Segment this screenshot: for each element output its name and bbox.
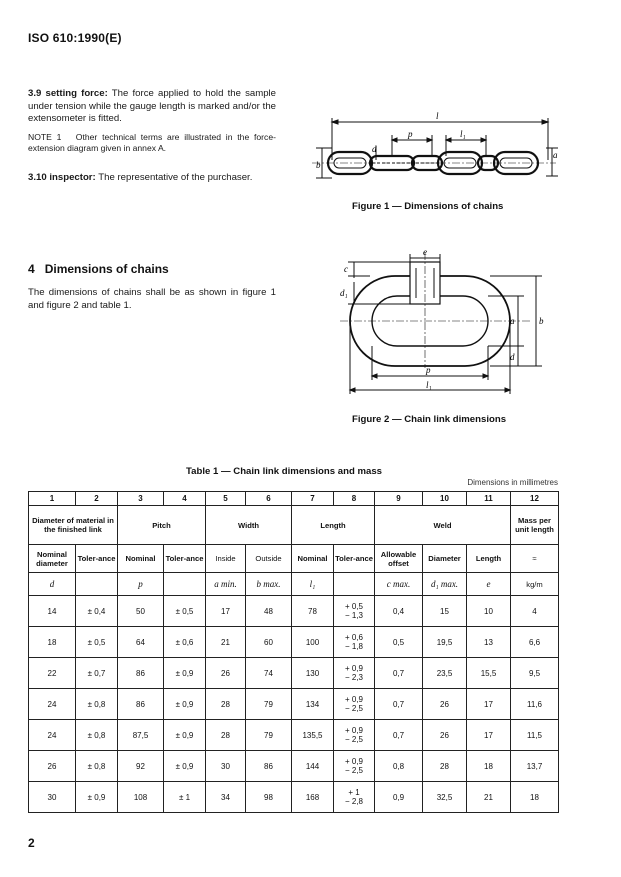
sym-c-max: c max. [375, 573, 423, 596]
cell-a: 30 [206, 751, 246, 782]
cell-p: 87,5 [118, 720, 164, 751]
cell-p: 92 [118, 751, 164, 782]
fig2-label-c: c [344, 264, 348, 274]
sym-empty [76, 573, 118, 596]
header-width: Width [206, 506, 292, 545]
cell-d-tol: ± 0,8 [76, 720, 118, 751]
col-num: 12 [511, 492, 559, 506]
section-4-text: The dimensions of chains shall be as shown in figure 1 and figure 2 and table 1. [28, 287, 276, 311]
sub-tolerance-p: Toler-ance [164, 545, 206, 573]
cell-d1: 28 [423, 751, 467, 782]
cell-mass: 6,6 [511, 627, 559, 658]
cell-b: 48 [246, 596, 292, 627]
table-row [29, 720, 559, 751]
cell-l1: 135,5 [292, 720, 334, 751]
fig1-label-a: a [553, 150, 558, 160]
cell-mass: 11,6 [511, 689, 559, 720]
col-num: 7 [292, 492, 334, 506]
fig1-label-l1: l₁ [460, 129, 466, 139]
cell-length-tolerance [334, 627, 375, 658]
col-num: 6 [246, 492, 292, 506]
sym-unit: kg/m [511, 573, 559, 596]
cell-a: 28 [206, 720, 246, 751]
cell-p: 108 [118, 782, 164, 813]
fig1-label-l: l [436, 112, 439, 121]
table-symbols [29, 573, 559, 596]
tol-upper: + 0,9 [344, 663, 363, 673]
table-row [29, 627, 559, 658]
cell-d1: 23,5 [423, 658, 467, 689]
cell-p: 86 [118, 689, 164, 720]
col-num: 1 [29, 492, 76, 506]
tol-lower: − 1,8 [344, 642, 363, 651]
tol-upper: + 0,9 [344, 694, 363, 704]
col-num: 2 [76, 492, 118, 506]
cell-b: 60 [246, 627, 292, 658]
header-length: Length [292, 506, 375, 545]
figure-2-caption: Figure 2 — Chain link dimensions [352, 414, 507, 425]
figure-1-chain-drawing [308, 112, 558, 198]
sym-p: p [118, 573, 164, 596]
cell-c: 0,7 [375, 658, 423, 689]
cell-b: 79 [246, 689, 292, 720]
col-num: 8 [334, 492, 375, 506]
note-1-label: NOTE 1 [28, 132, 62, 142]
cell-mass: 4 [511, 596, 559, 627]
table-row [29, 658, 559, 689]
header-diameter: Diameter of material in the finished link [29, 506, 118, 545]
sym-a-min: a min. [206, 573, 246, 596]
cell-d: 24 [29, 689, 76, 720]
cell-b: 74 [246, 658, 292, 689]
cell-l1: 130 [292, 658, 334, 689]
sub-nominal-p: Nominal [118, 545, 164, 573]
header-weld: Weld [375, 506, 511, 545]
tol-upper: + 0,6 [344, 632, 363, 642]
cell-c: 0,9 [375, 782, 423, 813]
cell-p-tol: ± 0,5 [164, 596, 206, 627]
cell-length-tolerance [334, 720, 375, 751]
fig1-label-b: b [316, 160, 321, 170]
fig2-label-a: a [510, 316, 515, 326]
cell-d1: 26 [423, 689, 467, 720]
cell-d: 22 [29, 658, 76, 689]
section-4-title: Dimensions of chains [44, 262, 169, 276]
tol-upper: + 0,9 [344, 756, 363, 766]
cell-a: 17 [206, 596, 246, 627]
cell-d-tol: ± 0,8 [76, 689, 118, 720]
cell-c: 0,7 [375, 720, 423, 751]
table-row [29, 596, 559, 627]
table-group-headers [29, 506, 559, 545]
cell-d1: 15 [423, 596, 467, 627]
col-num: 5 [206, 492, 246, 506]
tol-upper: + 1 [348, 787, 360, 797]
cell-e: 21 [467, 782, 511, 813]
sub-weld-diameter: Diameter [423, 545, 467, 573]
cell-b: 98 [246, 782, 292, 813]
sub-outside: Outside [246, 545, 292, 573]
sub-tolerance-l: Toler-ance [334, 545, 375, 573]
sym-e: e [467, 573, 511, 596]
figure-2-link-drawing [330, 248, 556, 400]
cell-b: 86 [246, 751, 292, 782]
cell-length-tolerance [334, 751, 375, 782]
sub-inside: Inside [206, 545, 246, 573]
cell-l1: 100 [292, 627, 334, 658]
sub-allowable-offset: Allowable offset [375, 545, 423, 573]
col-num: 9 [375, 492, 423, 506]
clause-3-10-number: 3.10 [28, 172, 47, 183]
fig1-label-p: p [408, 129, 413, 139]
table-row [29, 689, 559, 720]
table-1 [28, 491, 559, 813]
cell-c: 0,7 [375, 689, 423, 720]
cell-d: 14 [29, 596, 76, 627]
page-number: 2 [28, 836, 35, 850]
tol-lower: − 2,8 [344, 797, 363, 806]
cell-mass: 11,5 [511, 720, 559, 751]
clause-3-10-term: inspector: [49, 172, 96, 183]
table-1-units-note: Dimensions in millimetres [467, 478, 558, 487]
cell-p-tol: ± 0,6 [164, 627, 206, 658]
cell-l1: 144 [292, 751, 334, 782]
cell-length-tolerance [334, 658, 375, 689]
clause-3-10-text: The representative of the purchaser. [98, 172, 253, 183]
fig2-label-d1: d₁ [340, 288, 348, 298]
cell-e: 13 [467, 627, 511, 658]
cell-d-tol: ± 0,9 [76, 782, 118, 813]
clause-3-9-term: setting force: [45, 88, 108, 99]
fig2-label-l1: l₁ [426, 380, 432, 390]
cell-a: 26 [206, 658, 246, 689]
cell-l1: 78 [292, 596, 334, 627]
figure-1-caption: Figure 1 — Dimensions of chains [352, 201, 504, 212]
col-num: 10 [423, 492, 467, 506]
note-1-text: Other technical terms are illustrated in the force-extension diagram given in annex A. [28, 132, 276, 153]
note-1 [28, 132, 276, 154]
cell-c: 0,8 [375, 751, 423, 782]
cell-l1: 134 [292, 689, 334, 720]
cell-mass: 9,5 [511, 658, 559, 689]
sym-d1-max: d₁ max. [423, 573, 467, 596]
header-pitch: Pitch [118, 506, 206, 545]
cell-d: 30 [29, 782, 76, 813]
cell-d-tol: ± 0,8 [76, 751, 118, 782]
cell-d-tol: ± 0,7 [76, 658, 118, 689]
cell-d: 18 [29, 627, 76, 658]
sym-b-max: b max. [246, 573, 292, 596]
clause-3-9 [28, 88, 276, 126]
cell-p-tol: ± 0,9 [164, 689, 206, 720]
cell-d-tol: ± 0,4 [76, 596, 118, 627]
cell-p: 64 [118, 627, 164, 658]
fig1-label-d: d [372, 144, 377, 154]
cell-c: 0,5 [375, 627, 423, 658]
sym-d: d [29, 573, 76, 596]
cell-c: 0,4 [375, 596, 423, 627]
cell-e: 17 [467, 720, 511, 751]
cell-d1: 26 [423, 720, 467, 751]
tol-lower: − 2,5 [344, 704, 363, 713]
sym-l1: l₁ [292, 573, 334, 596]
fig2-label-b: b [539, 316, 544, 326]
cell-b: 79 [246, 720, 292, 751]
fig2-label-e: e [423, 248, 427, 257]
cell-mass: 18 [511, 782, 559, 813]
cell-p: 50 [118, 596, 164, 627]
header-mass: Mass per unit length [511, 506, 559, 545]
cell-a: 34 [206, 782, 246, 813]
sub-tolerance-d: Toler-ance [76, 545, 118, 573]
cell-d: 26 [29, 751, 76, 782]
col-num: 4 [164, 492, 206, 506]
cell-d: 24 [29, 720, 76, 751]
sub-nominal-diameter: Nominal diameter [29, 545, 76, 573]
tol-lower: − 2,3 [344, 673, 363, 682]
tol-lower: − 2,5 [344, 766, 363, 775]
cell-p: 86 [118, 658, 164, 689]
cell-length-tolerance [334, 689, 375, 720]
section-4-number: 4 [28, 262, 35, 276]
cell-p-tol: ± 1 [164, 782, 206, 813]
cell-p-tol: ± 0,9 [164, 658, 206, 689]
cell-e: 18 [467, 751, 511, 782]
cell-d1: 32,5 [423, 782, 467, 813]
tol-upper: + 0,9 [344, 725, 363, 735]
cell-d-tol: ± 0,5 [76, 627, 118, 658]
sym-empty [164, 573, 206, 596]
sub-nominal-l: Nominal [292, 545, 334, 573]
cell-l1: 168 [292, 782, 334, 813]
fig2-label-d: d [510, 352, 515, 362]
tol-upper: + 0,5 [344, 601, 363, 611]
cell-a: 28 [206, 689, 246, 720]
tol-lower: − 1,3 [344, 611, 363, 620]
cell-a: 21 [206, 627, 246, 658]
cell-d1: 19,5 [423, 627, 467, 658]
clause-3-9-number: 3.9 [28, 88, 42, 99]
cell-p-tol: ± 0,9 [164, 751, 206, 782]
cell-mass: 13,7 [511, 751, 559, 782]
sym-empty [334, 573, 375, 596]
cell-e: 15,5 [467, 658, 511, 689]
table-row [29, 782, 559, 813]
clause-3-10 [28, 172, 276, 185]
cell-length-tolerance [334, 782, 375, 813]
cell-length-tolerance [334, 596, 375, 627]
section-4-heading [28, 262, 169, 276]
fig2-label-p: p [426, 365, 431, 375]
tol-lower: − 2,5 [344, 735, 363, 744]
col-num: 3 [118, 492, 164, 506]
table-column-numbers [29, 492, 559, 506]
clause-3-9-text: The force applied to hold the sample under tension while the gauge length is marked and/or the extensometer is fitted. [28, 88, 276, 124]
table-1-title: Table 1 — Chain link dimensions and mass [186, 466, 383, 477]
sub-mass-symbol: ≈ [511, 545, 559, 573]
col-num: 11 [467, 492, 511, 506]
table-row [29, 751, 559, 782]
sub-weld-length: Length [467, 545, 511, 573]
cell-p-tol: ± 0,9 [164, 720, 206, 751]
table-sub-headers [29, 545, 559, 573]
document-header: ISO 610:1990(E) [28, 31, 122, 45]
cell-e: 10 [467, 596, 511, 627]
cell-e: 17 [467, 689, 511, 720]
